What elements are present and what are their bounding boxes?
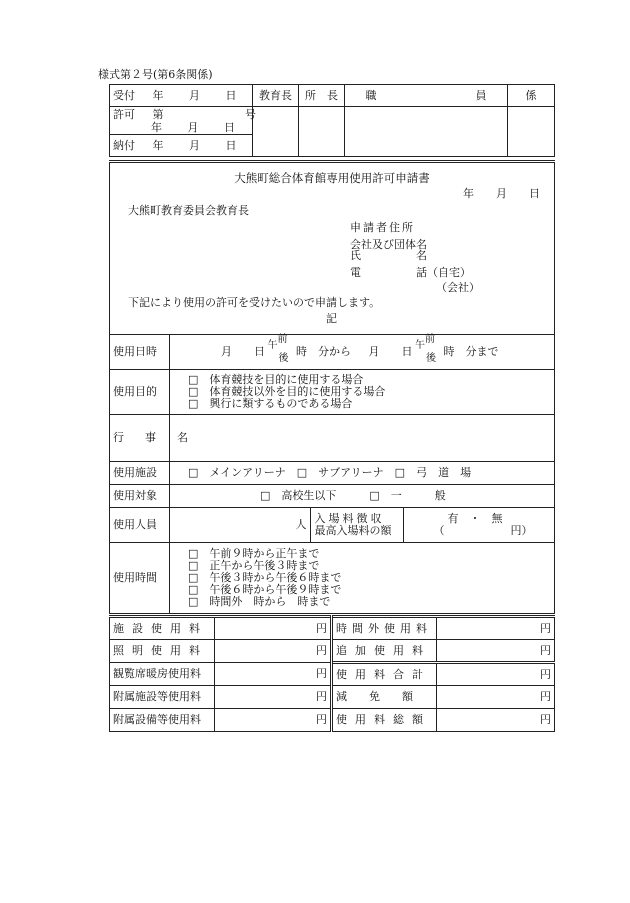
fee-facility-field[interactable] xyxy=(215,617,332,640)
yen-unit: 円 xyxy=(540,667,551,681)
day-label: 日 xyxy=(225,88,237,102)
ki-label: 記 xyxy=(326,312,337,325)
start-date: 月 日 xyxy=(221,345,265,358)
kyoikucho-header: 教育長 xyxy=(253,85,299,107)
yen-unit: 円 xyxy=(316,621,327,635)
entry-fee-yesno[interactable]: 有 ・ 無 xyxy=(447,512,503,525)
start-time: 時 分から xyxy=(296,345,351,358)
yen-unit: 円 xyxy=(540,690,551,703)
fee-lighting-field[interactable] xyxy=(215,640,332,663)
purpose-option-non-sports[interactable]: □ 体育競技以外を目的に使用する場合 xyxy=(188,385,386,398)
fee-additional-field[interactable] xyxy=(437,640,555,663)
nofu-label: 納付 xyxy=(113,138,135,152)
time-field xyxy=(170,543,555,614)
reception-table xyxy=(109,84,555,157)
fee-label-lighting: 照明使用料 xyxy=(110,640,215,663)
usage-datetime-field[interactable] xyxy=(170,335,555,370)
fee-label-total: 使用料総額 xyxy=(332,709,437,732)
payment-cell[interactable] xyxy=(110,135,253,157)
entry-fee-label-1: 入場料徴収 xyxy=(314,512,385,525)
shokuin-header: 職 員 xyxy=(345,85,508,107)
end-time: 時 分まで xyxy=(443,345,499,358)
shocho-header: 所 長 xyxy=(299,85,345,107)
fee-table xyxy=(109,615,555,732)
year-label: 年 xyxy=(151,120,162,134)
purpose-field xyxy=(170,370,555,415)
day-label: 日 xyxy=(224,120,235,134)
fee-annex-facility-field[interactable] xyxy=(215,686,332,709)
yen-unit: 円 xyxy=(316,667,327,680)
form-title: 大熊町総合体育館専用使用許可申請書 xyxy=(234,171,430,185)
shocho-stamp[interactable] xyxy=(299,107,345,157)
yen-unit: 円 xyxy=(316,713,327,726)
fee-label-annex-equipment: 附属設備等使用料 xyxy=(110,709,215,732)
addressee: 大熊町教育委員会教育長 xyxy=(128,204,249,217)
kakari-header: 係 xyxy=(508,85,555,107)
dai-label: 第 xyxy=(152,107,164,121)
permission-cell[interactable] xyxy=(110,107,256,135)
fee-label-additional: 追加使用料 xyxy=(332,640,437,663)
fee-label-facility: 施設使用料 xyxy=(110,617,215,640)
time-label: 使用時間 xyxy=(110,543,170,614)
time-option-overtime[interactable]: □ 時間外 時から 時まで xyxy=(188,595,331,608)
gozen-mark: 午前 xyxy=(267,334,288,351)
people-unit: 人 xyxy=(295,518,307,531)
time-option-afternoon[interactable]: □ 正午から午後３時まで xyxy=(188,559,320,572)
tel-home-label: 電 話（自宅） xyxy=(350,266,471,279)
fee-total-field[interactable] xyxy=(437,709,555,732)
kyoikucho-stamp[interactable] xyxy=(253,107,299,157)
entry-fee-amount[interactable]: （ 円） xyxy=(433,524,533,537)
fee-exemption-field[interactable] xyxy=(437,686,555,709)
year-label: 年 xyxy=(152,138,164,152)
application-table xyxy=(109,160,555,614)
event-name-field[interactable] xyxy=(170,415,555,462)
month-label: 月 xyxy=(189,138,200,152)
uketsuke-label: 受付 xyxy=(113,88,135,102)
company-name-label: 会社及び団体名 xyxy=(350,238,427,251)
fee-label-exemption: 減 免 額 xyxy=(332,686,437,709)
people-label: 使用人員 xyxy=(110,508,170,543)
people-row xyxy=(170,508,555,543)
fee-annex-equipment-field[interactable] xyxy=(215,709,332,732)
yen-unit: 円 xyxy=(316,690,327,703)
time-option-night[interactable]: □ 午後６時から午後９時まで xyxy=(188,583,342,596)
fee-label-heating: 観覧席暖房使用料 xyxy=(110,663,215,686)
purpose-option-show[interactable]: □ 興行に類するものである場合 xyxy=(188,397,353,410)
fee-label-annex-facility: 附属施設等使用料 xyxy=(110,686,215,709)
shokuin-stamp[interactable] xyxy=(345,107,508,157)
yen-unit: 円 xyxy=(540,713,551,726)
target-label: 使用対象 xyxy=(110,485,170,508)
gogo-mark: 後 xyxy=(426,353,436,364)
kyoka-label: 許可 xyxy=(113,107,135,121)
facility-options[interactable]: □ メインアリーナ □ サブアリーナ □ 弓 道 場 xyxy=(170,462,555,485)
reception-cell[interactable] xyxy=(110,85,253,107)
fee-subtotal-field[interactable] xyxy=(437,663,555,686)
kakari-stamp[interactable] xyxy=(508,107,555,157)
usage-datetime-label: 使用日時 xyxy=(110,335,170,370)
month-label: 月 xyxy=(187,120,199,134)
purpose-label: 使用目的 xyxy=(110,370,170,415)
time-option-morning[interactable]: □ 午前９時から正午まで xyxy=(188,547,320,560)
application-date[interactable]: 年 月 日 xyxy=(463,187,540,200)
year-label: 年 xyxy=(152,88,164,102)
go-label: 号 xyxy=(245,107,256,121)
yen-unit: 円 xyxy=(540,643,551,657)
target-options[interactable]: □ 高校生以下 □ 一 般 xyxy=(170,485,555,508)
facility-label: 使用施設 xyxy=(110,462,170,485)
gozen-mark: 午前 xyxy=(415,334,435,351)
purpose-option-sports[interactable]: □ 体育競技を目的に使用する場合 xyxy=(188,373,364,386)
time-option-evening[interactable]: □ 午後３時から午後６時まで xyxy=(188,571,342,584)
fee-label-subtotal: 使用料合計 xyxy=(332,663,437,686)
form-number-label: 様式第２号(第6条関係) xyxy=(98,68,213,81)
entry-fee-label xyxy=(310,508,403,542)
yen-unit: 円 xyxy=(316,644,327,657)
request-statement: 下記により使用の許可を受けたいので申請します。 xyxy=(128,296,381,309)
tel-company-label: （会社） xyxy=(436,281,480,294)
event-name-label: 行 事 名 xyxy=(110,415,170,462)
people-count-field[interactable] xyxy=(170,508,310,542)
month-label: 月 xyxy=(189,88,200,102)
fee-overtime-field[interactable] xyxy=(437,617,555,640)
end-date: 月 日 xyxy=(368,345,413,358)
entry-fee-label-2: 最高入場料の額 xyxy=(314,524,392,537)
name-label: 氏 名 xyxy=(350,249,427,262)
entry-fee-field[interactable] xyxy=(403,508,554,542)
fee-heating-field[interactable] xyxy=(215,663,332,686)
application-header xyxy=(110,162,555,335)
applicant-address-label: 申請者住所 xyxy=(350,221,415,234)
yen-unit: 円 xyxy=(540,621,551,635)
gogo-mark: 後 xyxy=(278,353,289,364)
day-label: 日 xyxy=(225,138,237,152)
fee-label-overtime: 時間外使用料 xyxy=(332,617,437,640)
